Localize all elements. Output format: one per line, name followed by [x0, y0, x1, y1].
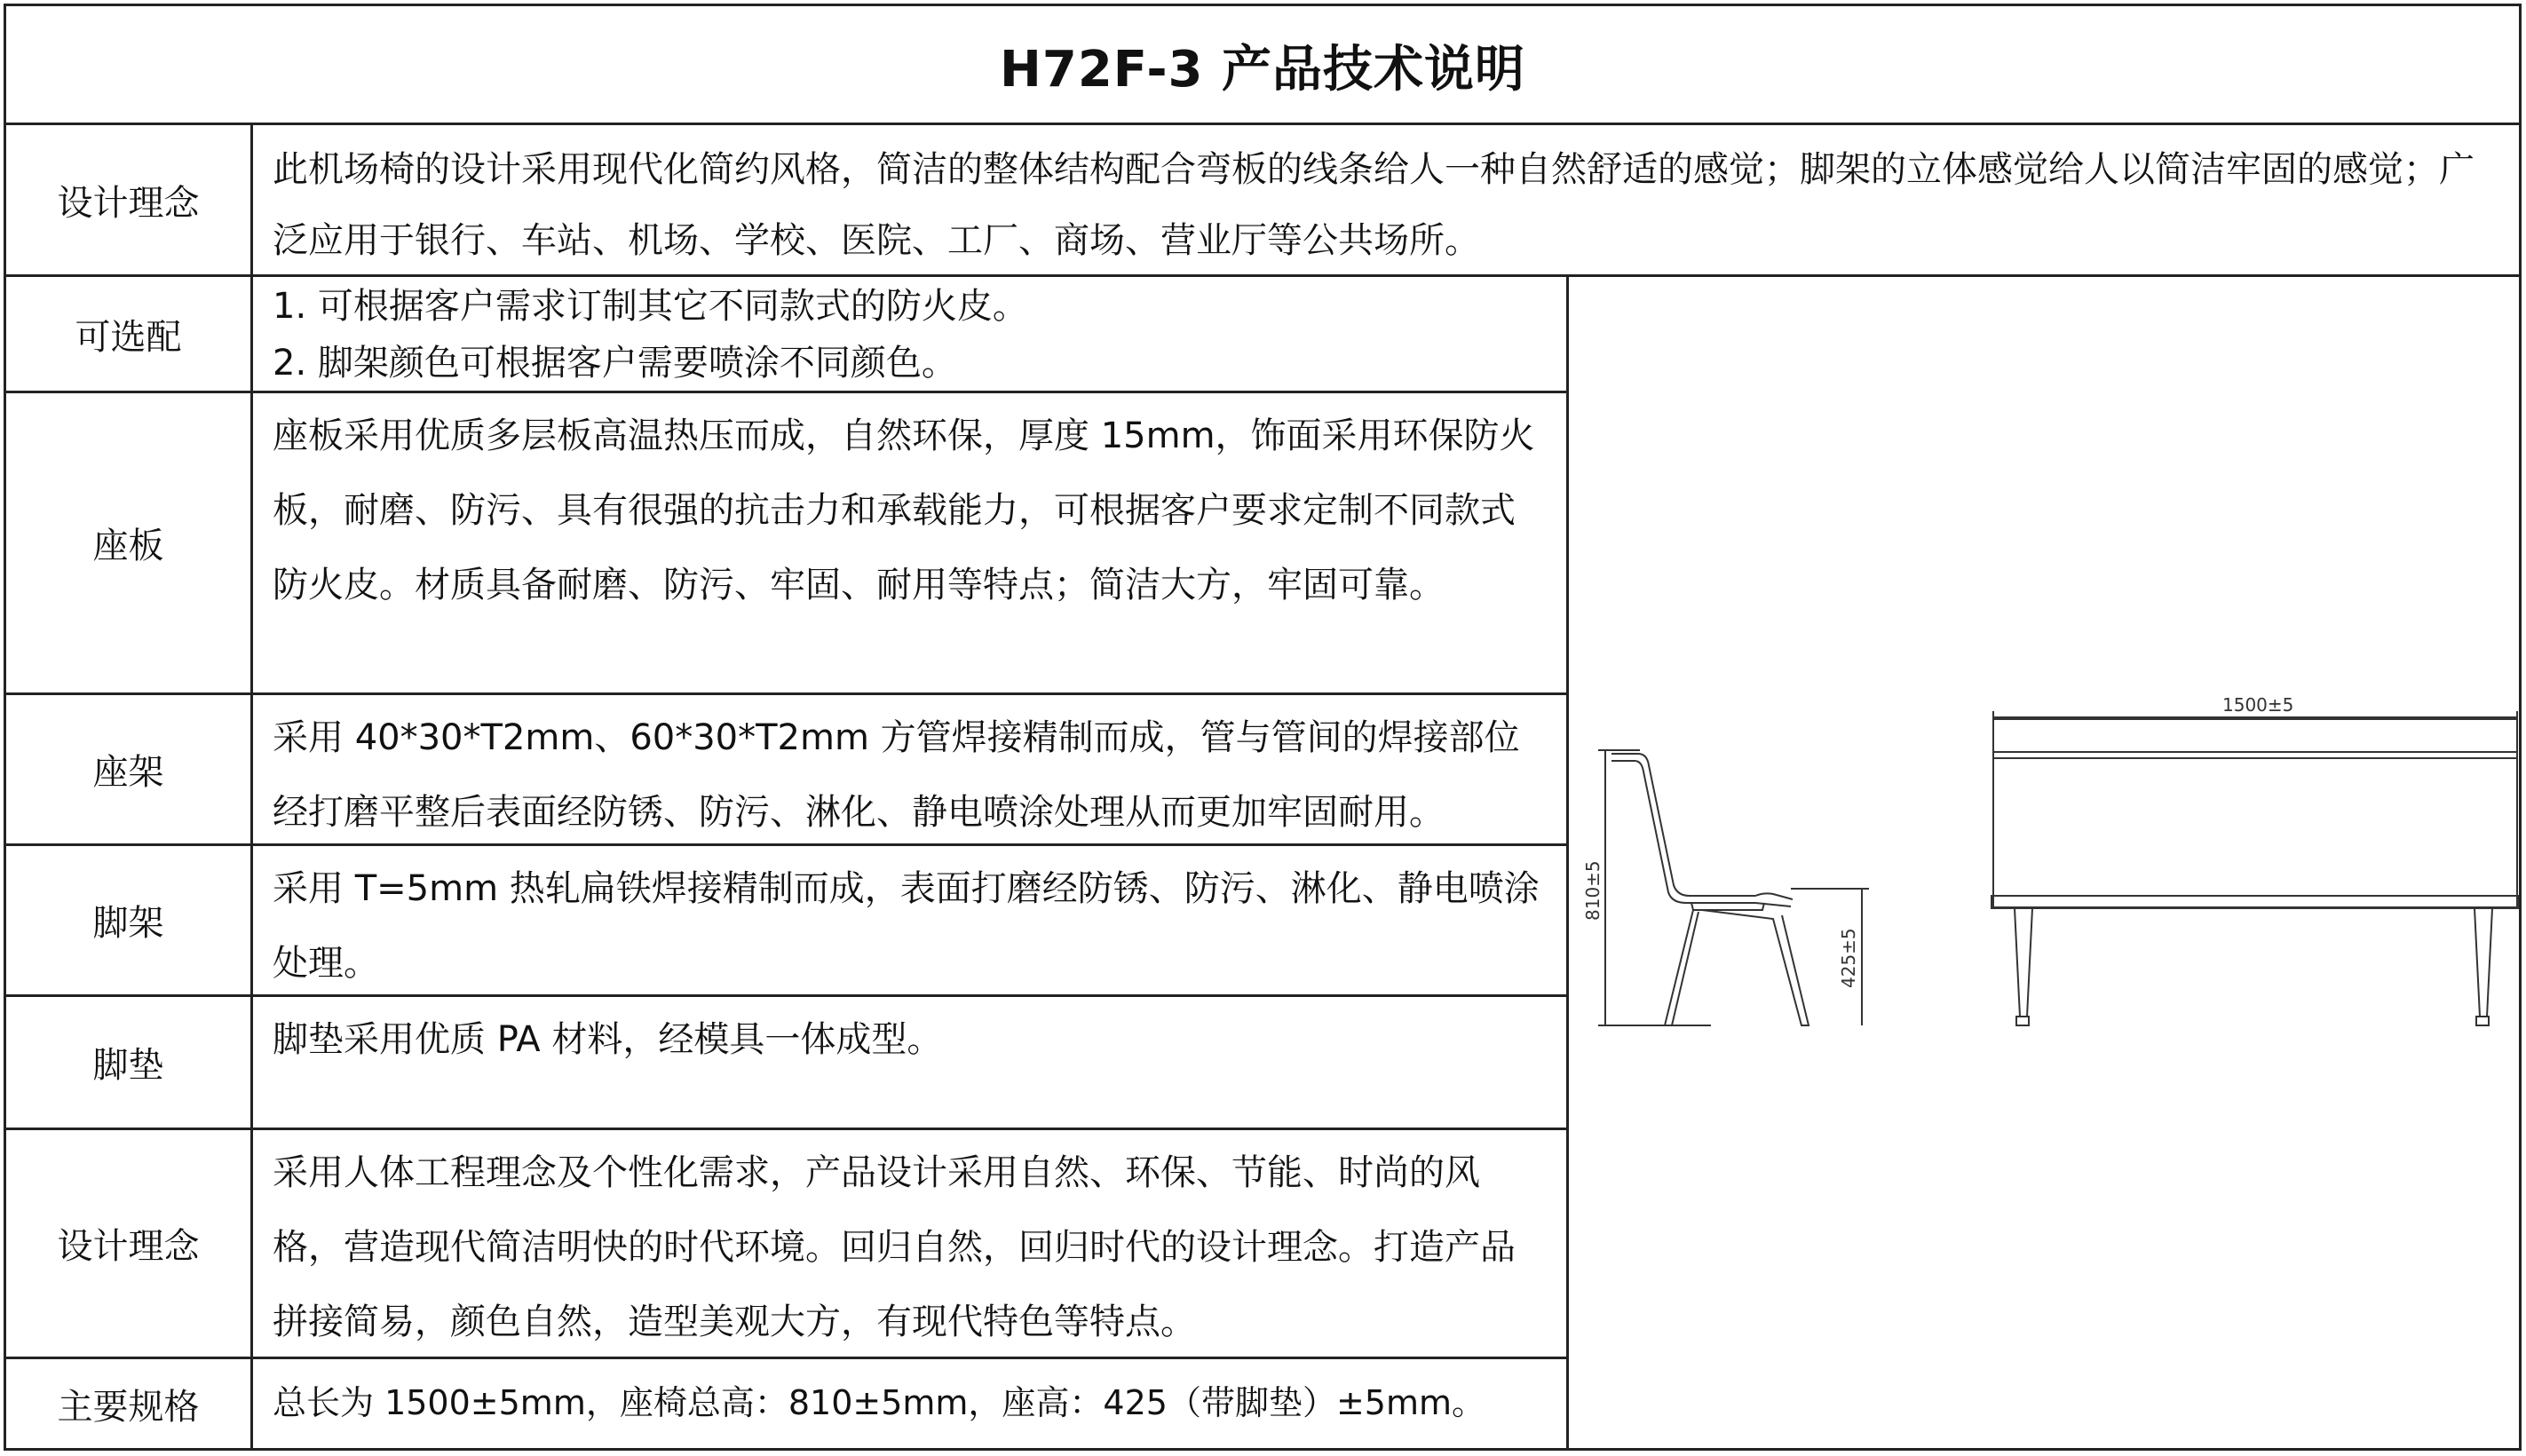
overall-height-dimension: 810±5 — [1582, 860, 1603, 921]
option-item: 1. 可根据客户需求订制其它不同款式的防火皮。 — [273, 286, 1028, 327]
length-dimension: 1500±5 — [2222, 694, 2294, 716]
row-label-seat-board: 座板 — [92, 526, 164, 566]
row-label-foot-pad: 脚垫 — [92, 1045, 164, 1086]
row-label-leg-frame: 脚架 — [92, 903, 164, 944]
row-label-design-concept-2: 设计理念 — [57, 1226, 200, 1267]
seat-height-dimension: 425±5 — [1838, 928, 1859, 988]
row-text-seat-board: 座板采用优质多层板高温热压而成，自然环保，厚度 15mm，饰面采用环保防火板，耐磨、防污、具有很强的抗击力和承载能力，可根据客户要求定制不同款式防火皮。材质具备耐磨、防污、牢固、耐用等特点；简洁大方，牢固可靠。 — [273, 415, 1535, 605]
spec-sheet — [4, 4, 2522, 1451]
row-text-leg-frame: 采用 T=5mm 热轧扁铁焊接精制而成，表面打磨经防锈、防污、淋化、静电喷涂处理。 — [273, 868, 1540, 984]
row-text-design-concept-2: 采用人体工程理念及个性化需求，产品设计采用自然、环保、节能、时尚的风格，营造现代简洁明快的时代环境。回归自然，回归时代的设计理念。打造产品拼接简易，颜色自然，造型美观大方，有现代特色等特点。 — [273, 1152, 1516, 1342]
row-label-options: 可选配 — [75, 316, 182, 358]
option-item: 2. 脚架颜色可根据客户需要喷涂不同颜色。 — [273, 343, 957, 384]
row-text-main-specs: 总长为 1500±5mm，座椅总高：810±5mm，座高：425（带脚垫）±5mm。 — [273, 1383, 1485, 1422]
row-text-foot-pad: 脚垫采用优质 PA 材料，经模具一体成型。 — [273, 1019, 943, 1060]
row-label-seat-frame: 座架 — [92, 752, 164, 793]
side-view-drawing — [1598, 750, 1869, 1025]
row-text-seat-frame: 采用 40*30*T2mm、60*30*T2mm 方管焊接精制而成，管与管间的焊接部位经打磨平整后表面经防锈、防污、淋化、静电喷涂处理从而更加牢固耐用。 — [273, 717, 1520, 833]
front-view-drawing — [1992, 711, 2519, 1025]
row-label-main-specs: 主要规格 — [57, 1386, 200, 1428]
options-list — [253, 278, 1566, 392]
divider — [6, 123, 2519, 125]
row-label-design-concept: 设计理念 — [57, 182, 200, 224]
document-title: H72F-3 产品技术说明 — [999, 41, 1526, 99]
chair-technical-drawing — [1569, 281, 2519, 1450]
row-text-design-concept: 此机场椅的设计采用现代化简约风格，简洁的整体结构配合弯板的线条给人一种自然舒适的感觉；脚架的立体感觉给人以简洁牢固的感觉；广泛应用于银行、车站、机场、学校、医院、工厂、商场、营业厅等公共场所。 — [273, 149, 2475, 261]
